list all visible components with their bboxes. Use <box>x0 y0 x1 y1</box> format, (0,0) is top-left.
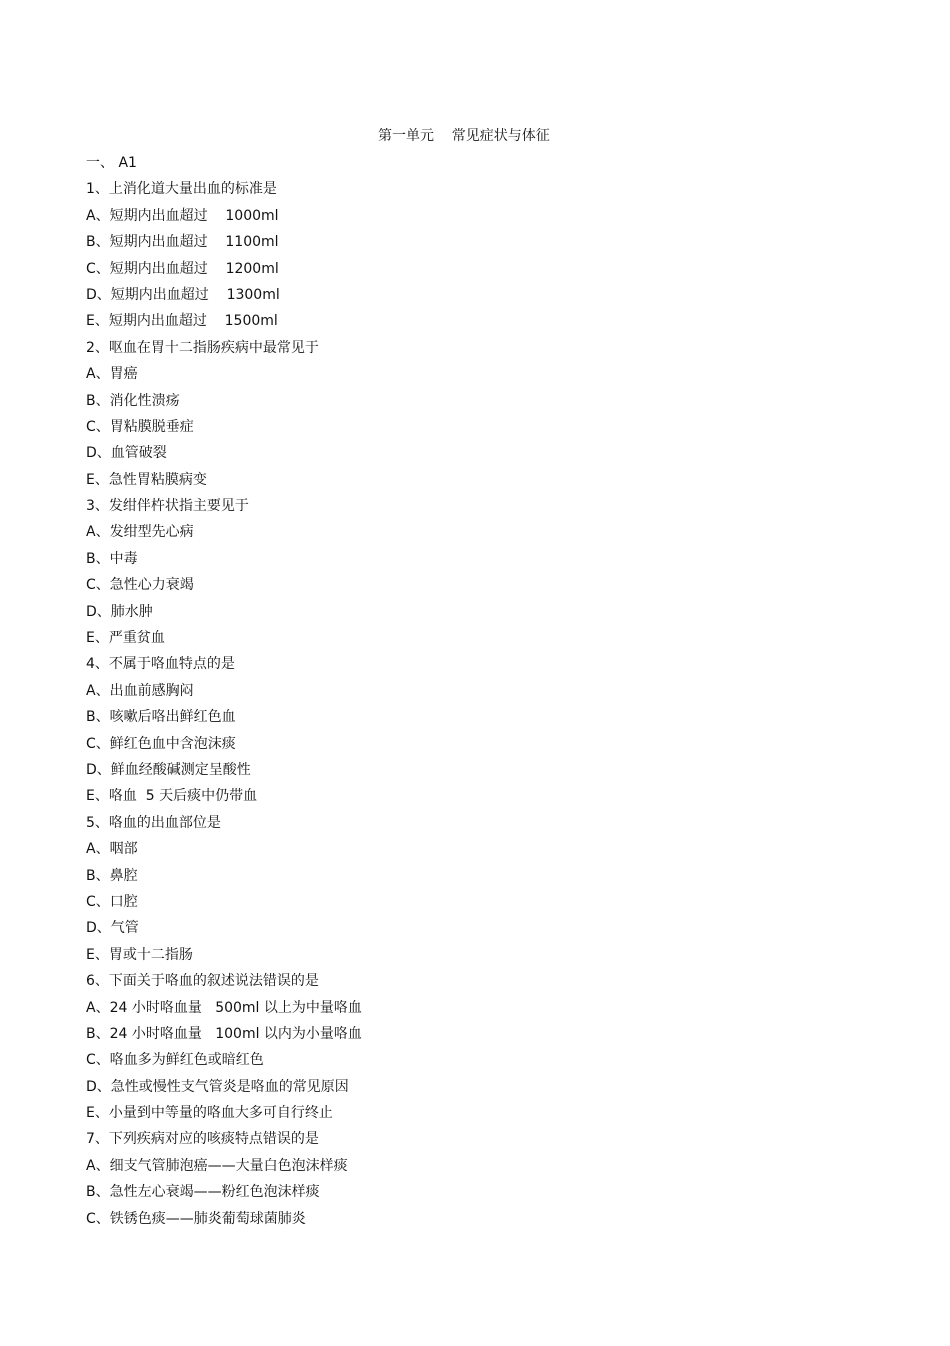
option-6d: D、急性或慢性支气管炎是咯血的常见原因 <box>86 1078 349 1095</box>
question-stem-1: 1、上消化道大量出血的标准是 <box>86 181 277 198</box>
option-4a: A、出血前感胸闷 <box>86 682 194 699</box>
option-3d: D、肺水肿 <box>86 603 153 620</box>
option-2a: A、胃癌 <box>86 366 138 383</box>
option-5d: D、气管 <box>86 920 139 937</box>
option-3a: A、发绀型先心病 <box>86 524 194 541</box>
question-stem-2: 2、呕血在胃十二指肠疾病中最常见于 <box>86 339 319 356</box>
option-4c: C、鲜红色血中含泡沫痰 <box>86 735 236 752</box>
option-5b: B、鼻腔 <box>86 867 138 884</box>
option-1d: D、短期内出血超过 1300ml <box>86 286 280 303</box>
question-stem-4: 4、不属于咯血特点的是 <box>86 656 235 673</box>
option-6b: B、24 小时咯血量 100ml 以内为小量咯血 <box>86 1025 362 1042</box>
option-7b: B、急性左心衰竭——粉红色泡沫样痰 <box>86 1184 320 1201</box>
option-2b: B、消化性溃疡 <box>86 392 180 409</box>
option-1e: E、短期内出血超过 1500ml <box>86 313 278 330</box>
option-1a: A、短期内出血超过 1000ml <box>86 207 279 224</box>
question-list <box>86 150 886 1232</box>
option-6a: A、24 小时咯血量 500ml 以上为中量咯血 <box>86 999 362 1016</box>
option-1c: C、短期内出血超过 1200ml <box>86 260 279 277</box>
option-2e: E、急性胃粘膜病变 <box>86 471 207 488</box>
option-7c: C、铁锈色痰——肺炎葡萄球菌肺炎 <box>86 1210 306 1227</box>
question-stem-5: 5、咯血的出血部位是 <box>86 814 221 831</box>
question-stem-7: 7、下列疾病对应的咳痰特点错误的是 <box>86 1131 319 1148</box>
option-3b: B、中毒 <box>86 550 138 567</box>
option-7a: A、细支气管肺泡癌——大量白色泡沫样痰 <box>86 1157 348 1174</box>
option-4d: D、鲜血经酸碱测定呈酸性 <box>86 761 251 778</box>
question-stem-3: 3、发绀伴杵状指主要见于 <box>86 498 249 515</box>
section-heading: 一、 A1 <box>86 155 137 171</box>
unit-title: 第一单元 常见症状与体征 <box>378 128 550 144</box>
option-2c: C、胃粘膜脱垂症 <box>86 418 194 435</box>
option-5a: A、咽部 <box>86 841 138 858</box>
option-3c: C、急性心力衰竭 <box>86 577 194 594</box>
option-3e: E、严重贫血 <box>86 630 165 647</box>
option-5e: E、胃或十二指肠 <box>86 946 193 963</box>
option-4b: B、咳嗽后咯出鲜红色血 <box>86 709 236 726</box>
option-6c: C、咯血多为鲜红色或暗红色 <box>86 1052 264 1069</box>
question-stem-6: 6、下面关于咯血的叙述说法错误的是 <box>86 973 319 990</box>
option-6e: E、小量到中等量的咯血大多可自行终止 <box>86 1105 333 1122</box>
option-5c: C、口腔 <box>86 893 138 910</box>
option-1b: B、短期内出血超过 1100ml <box>86 234 279 251</box>
option-4e: E、咯血 5 天后痰中仍带血 <box>86 788 258 805</box>
option-2d: D、血管破裂 <box>86 445 167 462</box>
